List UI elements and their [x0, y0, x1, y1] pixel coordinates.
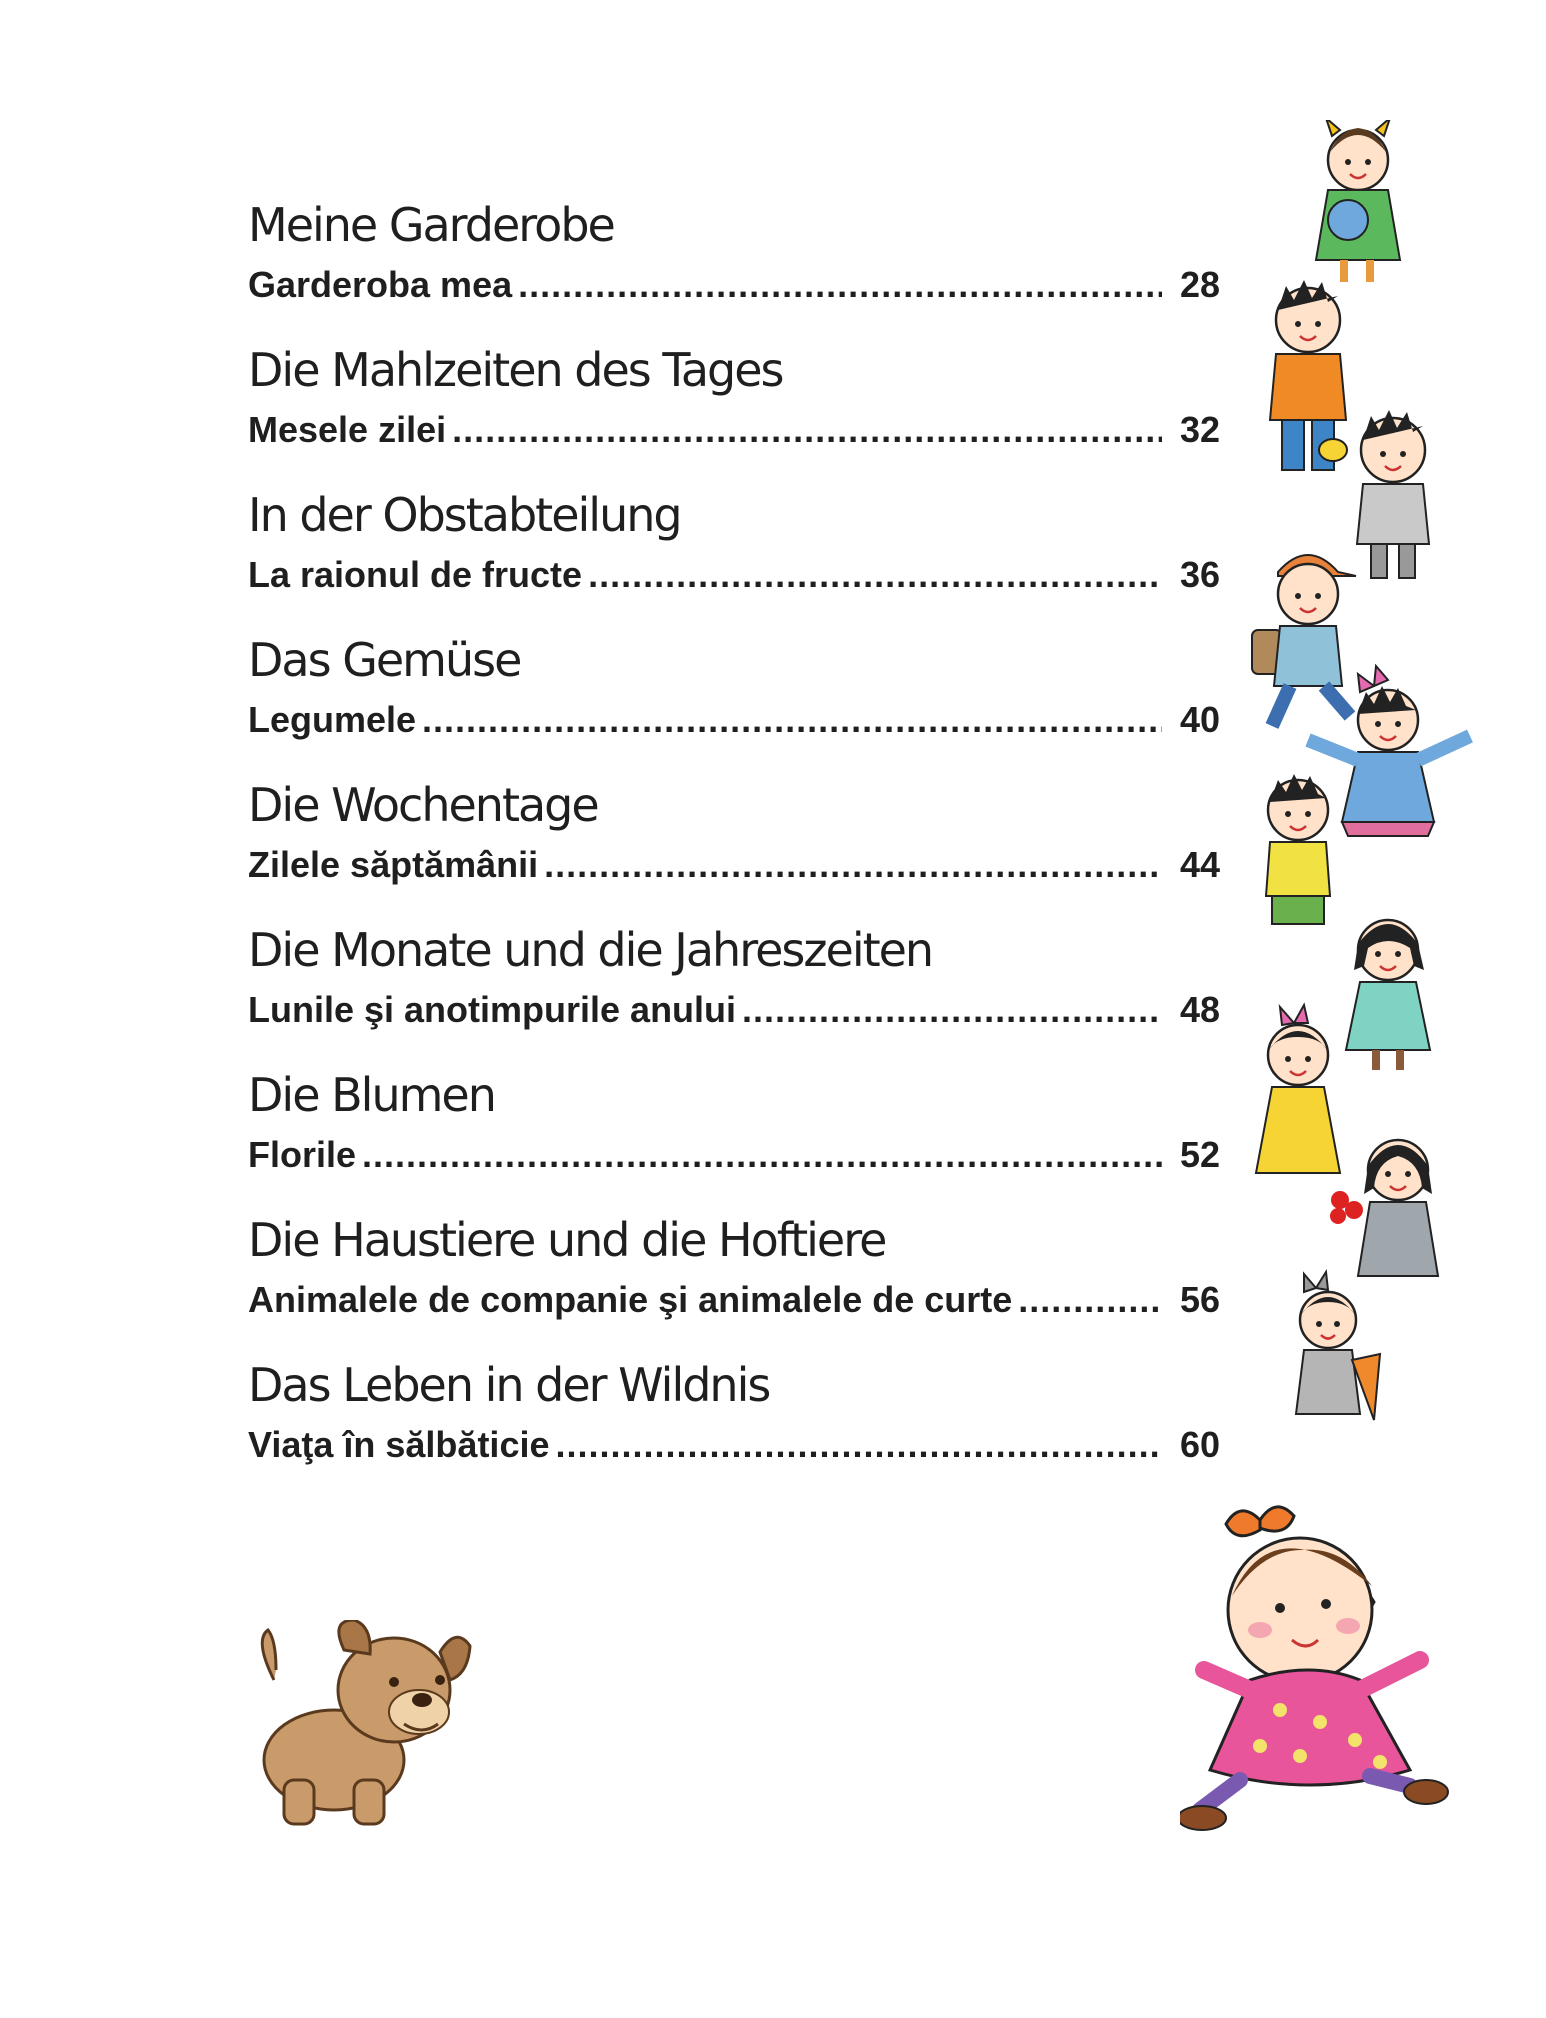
toc-title-german: Die Monate und die Jahreszeiten	[248, 923, 933, 977]
dot-leader	[588, 544, 1162, 606]
toc-entry[interactable]	[248, 1066, 1220, 1211]
toc-line-romanian	[248, 399, 1220, 461]
toc-line-romanian	[248, 689, 1220, 751]
page-number: 40	[1179, 699, 1220, 740]
toc-title-german: Die Wochentage	[248, 778, 598, 832]
page-number: 44	[1179, 844, 1220, 885]
toc-title-romanian: La raionul de fructe	[248, 554, 583, 595]
toc-title-german: Die Mahlzeiten des Tages	[248, 343, 783, 397]
page-number: 56	[1179, 1279, 1220, 1320]
toc-title-romanian: Mesele zilei	[248, 409, 447, 450]
toc-line-romanian	[248, 834, 1220, 896]
toc-line-romanian	[248, 979, 1220, 1041]
toc-title-romanian: Zilele săptămânii	[248, 844, 539, 885]
page-number: 48	[1179, 989, 1220, 1030]
toc-entry[interactable]	[248, 486, 1220, 631]
toc-title-german: Das Leben in der Wildnis	[248, 1358, 770, 1412]
toc-title-german: In der Obstabteilung	[248, 488, 681, 542]
toc-line-romanian	[248, 1414, 1220, 1476]
toc-entry[interactable]	[248, 776, 1220, 921]
toc-title-romanian: Garderoba mea	[248, 264, 513, 305]
toc-line-romanian	[248, 1269, 1220, 1331]
toc-entry[interactable]	[248, 196, 1220, 341]
dot-leader	[555, 1414, 1162, 1476]
dot-leader	[422, 689, 1162, 751]
dot-leader	[544, 834, 1162, 896]
dot-leader	[1018, 1269, 1162, 1331]
toc-line-romanian	[248, 544, 1220, 606]
toc-title-romanian: Florile	[248, 1134, 357, 1175]
page-number: 60	[1179, 1424, 1220, 1465]
dot-leader	[362, 1124, 1162, 1186]
toc-title-romanian: Animalele de companie şi animalele de curte	[248, 1279, 1013, 1320]
dot-leader	[452, 399, 1162, 461]
toc-title-german: Das Gemüse	[248, 633, 521, 687]
toc-title-german: Die Blumen	[248, 1068, 495, 1122]
table-of-contents	[248, 196, 1220, 1501]
dog-illustration-icon	[244, 1620, 474, 1830]
toc-entry[interactable]	[248, 631, 1220, 776]
page-number: 36	[1179, 554, 1220, 595]
toc-title-romanian: Viaţa în sălbăticie	[248, 1424, 550, 1465]
toc-title-romanian: Lunile şi anotimpurile anului	[248, 989, 737, 1030]
dot-leader	[518, 254, 1162, 316]
page-number: 28	[1179, 264, 1220, 305]
toc-entry[interactable]	[248, 341, 1220, 486]
page-number: 52	[1179, 1134, 1220, 1175]
girl-running-illustration-icon	[1180, 1500, 1470, 1840]
toc-entry[interactable]	[248, 1211, 1220, 1356]
page-number: 32	[1179, 409, 1220, 450]
children-illustration-icon	[1238, 120, 1538, 1440]
toc-line-romanian	[248, 254, 1220, 316]
toc-title-romanian: Legumele	[248, 699, 417, 740]
toc-line-romanian	[248, 1124, 1220, 1186]
toc-title-german: Die Haustiere und die Hoftiere	[248, 1213, 886, 1267]
toc-title-german: Meine Garderobe	[248, 198, 614, 252]
dot-leader	[742, 979, 1162, 1041]
toc-entry[interactable]	[248, 921, 1220, 1066]
toc-entry[interactable]	[248, 1356, 1220, 1501]
